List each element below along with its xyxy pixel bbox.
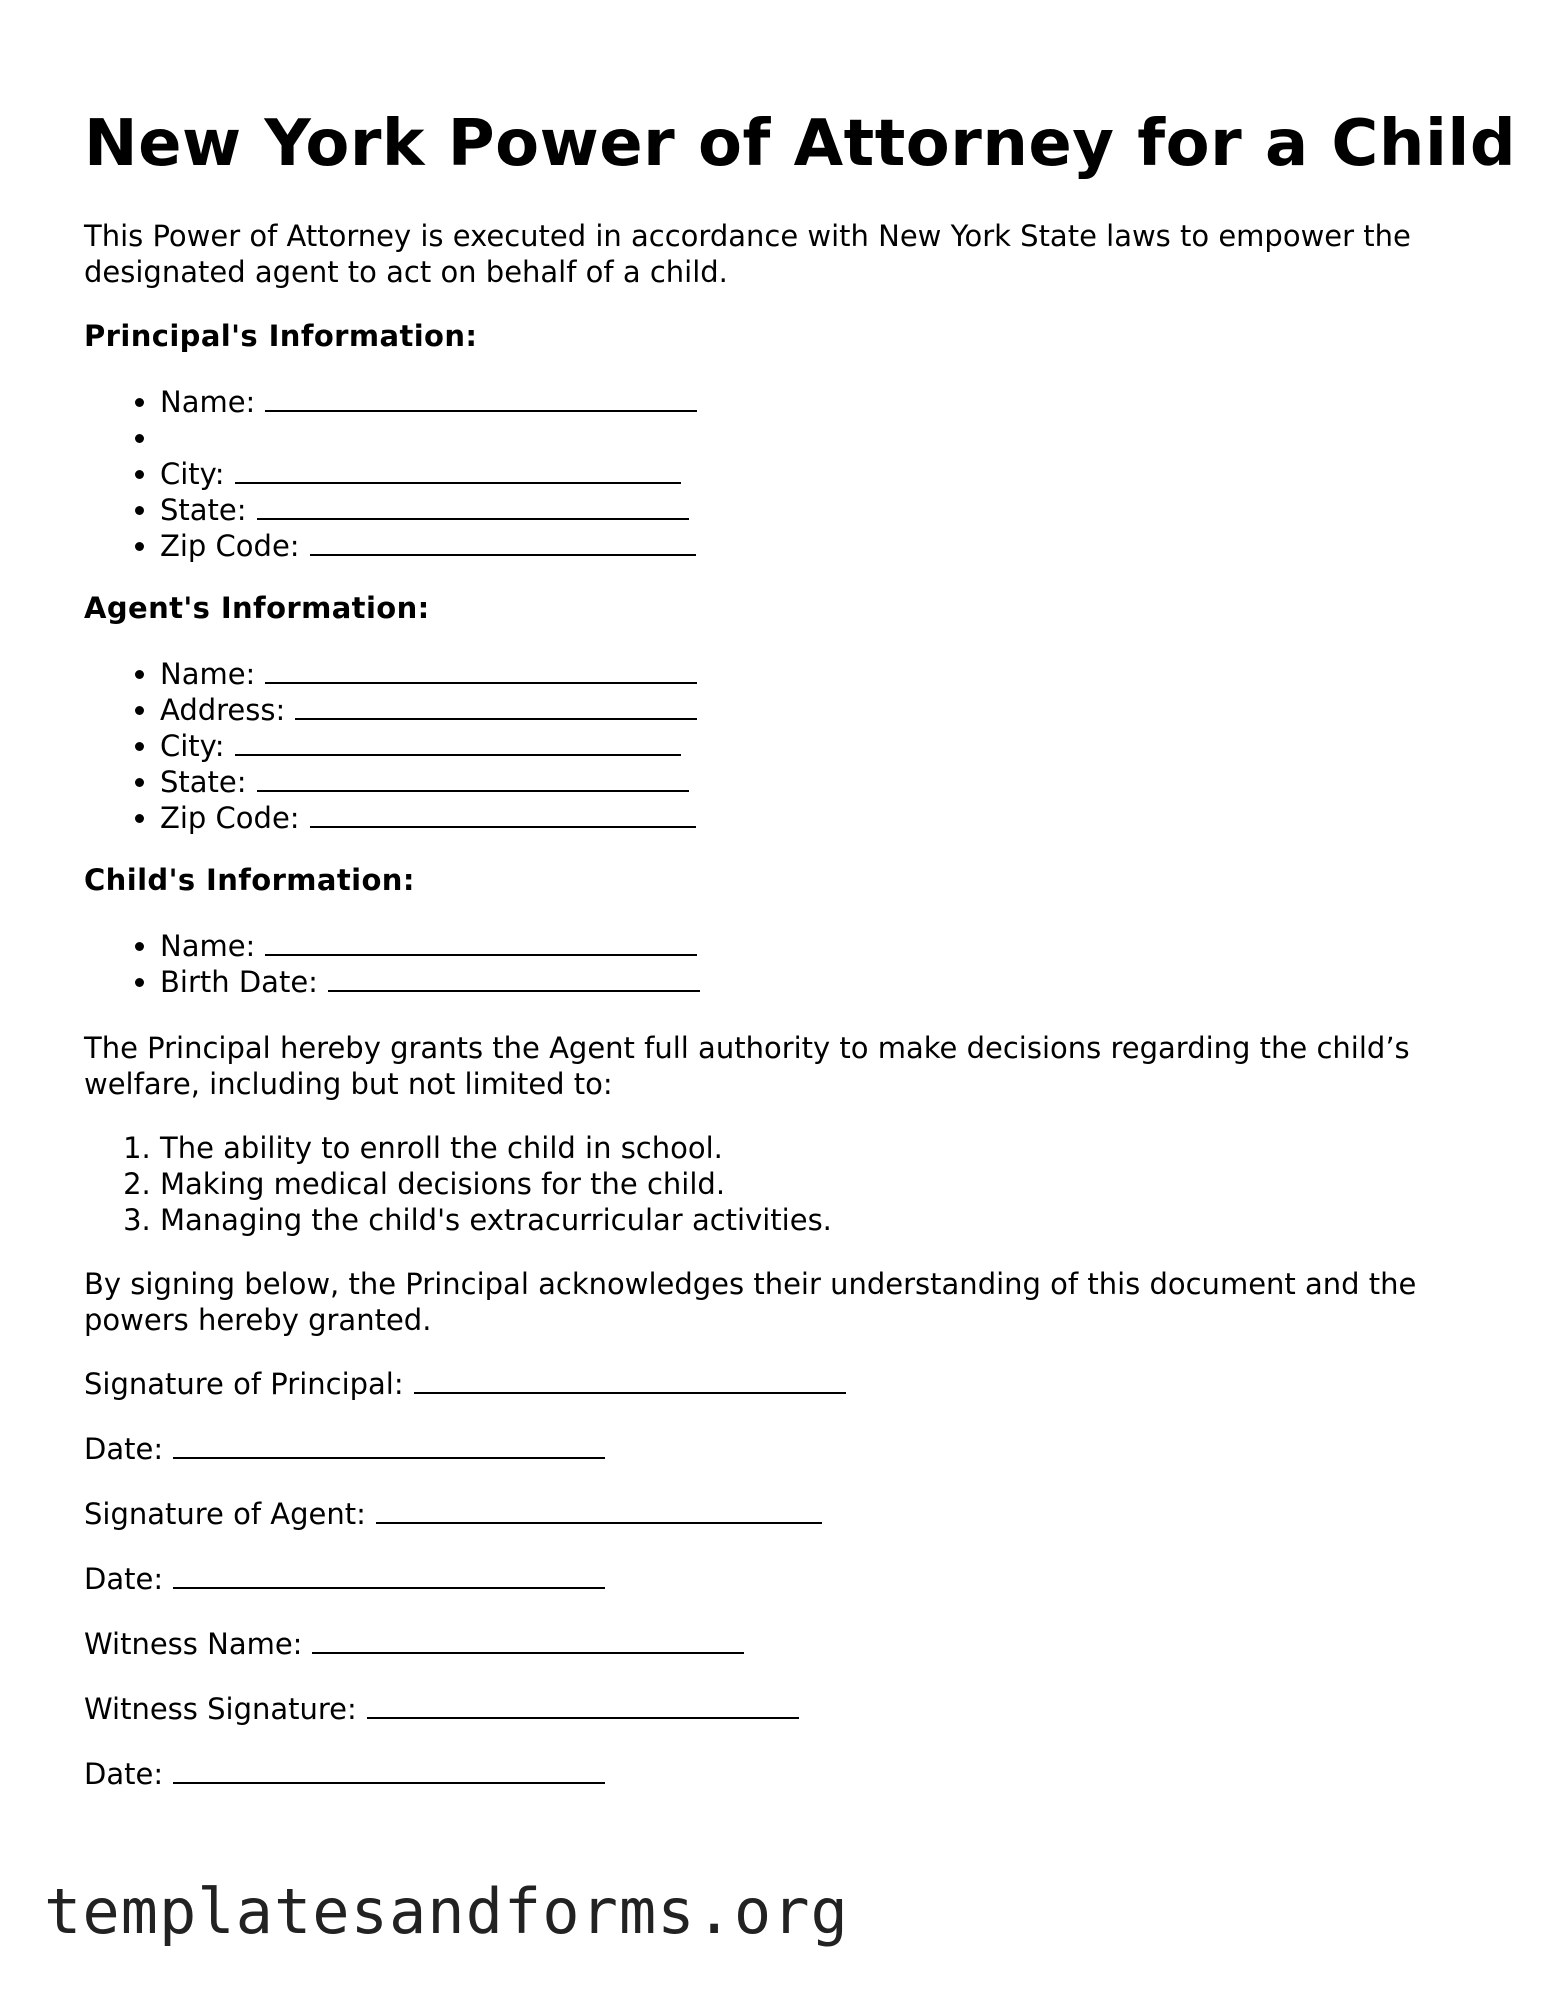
powers-list [84,1130,832,1238]
principal-signature-blank[interactable] [414,1366,846,1394]
principal-empty-field [160,420,697,456]
agent-zip-field: • Zip Code: [160,800,697,836]
agent-signature-line: Signature of Agent: [84,1496,822,1532]
principal-state-field: • State: [160,492,697,528]
witness-signature-blank[interactable] [367,1691,799,1719]
power-item: 2. Making medical decisions for the child. [160,1166,832,1202]
principal-zip-field: • Zip Code: [160,528,697,564]
principal-city-field: • City: [160,456,697,492]
intro-paragraph: This Power of Attorney is executed in accordance with New York State laws to empower the designated agent to act on behalf of a child. [84,219,1411,289]
agent-city-blank[interactable] [235,728,681,756]
agent-signature-blank[interactable] [376,1496,822,1524]
grant-paragraph: The Principal hereby grants the Agent full authority to make decisions regarding the child’s welfare, including but not limited to: [84,1031,1410,1101]
agent-heading: Agent's Information: [84,591,430,625]
acknowledgement-paragraph: By signing below, the Principal acknowledges their understanding of this document and the powers hereby granted. [84,1267,1417,1337]
agent-date-blank[interactable] [173,1561,605,1589]
agent-zip-blank[interactable] [310,800,696,828]
principal-zip-blank[interactable] [310,528,696,556]
principal-fields [84,384,697,564]
principal-city-blank[interactable] [235,456,681,484]
witness-name-blank[interactable] [312,1626,744,1654]
agent-address-field: • Address: [160,692,697,728]
agent-name-blank[interactable] [265,656,697,684]
page-title: New York Power of Attorney for a Child [84,107,1517,181]
agent-date-line: Date: [84,1561,605,1597]
principal-name-field: • Name: [160,384,697,420]
child-name-field: • Name: [160,928,700,964]
witness-signature-line: Witness Signature: [84,1691,799,1727]
principal-state-blank[interactable] [257,492,689,520]
agent-address-blank[interactable] [295,692,697,720]
child-birthdate-field: • Birth Date: [160,964,700,1000]
agent-state-field: • State: [160,764,697,800]
agent-fields [84,656,697,836]
witness-date-line: Date: [84,1756,605,1792]
child-name-blank[interactable] [265,928,697,956]
agent-city-field: • City: [160,728,697,764]
site-watermark: templatesandforms.org [44,1875,849,1948]
principal-name-blank[interactable] [265,384,697,412]
child-fields [84,928,700,1000]
agent-name-field: • Name: [160,656,697,692]
child-birthdate-blank[interactable] [328,964,700,992]
witness-name-line: Witness Name: [84,1626,744,1662]
agent-state-blank[interactable] [257,764,689,792]
principal-signature-line: Signature of Principal: [84,1366,846,1402]
power-item: 1. The ability to enroll the child in school. [160,1130,832,1166]
witness-date-blank[interactable] [173,1756,605,1784]
principal-heading: Principal's Information: [84,319,478,353]
principal-date-line: Date: [84,1431,605,1467]
power-item: 3. Managing the child's extracurricular activities. [160,1202,832,1238]
child-heading: Child's Information: [84,863,415,897]
principal-date-blank[interactable] [173,1431,605,1459]
